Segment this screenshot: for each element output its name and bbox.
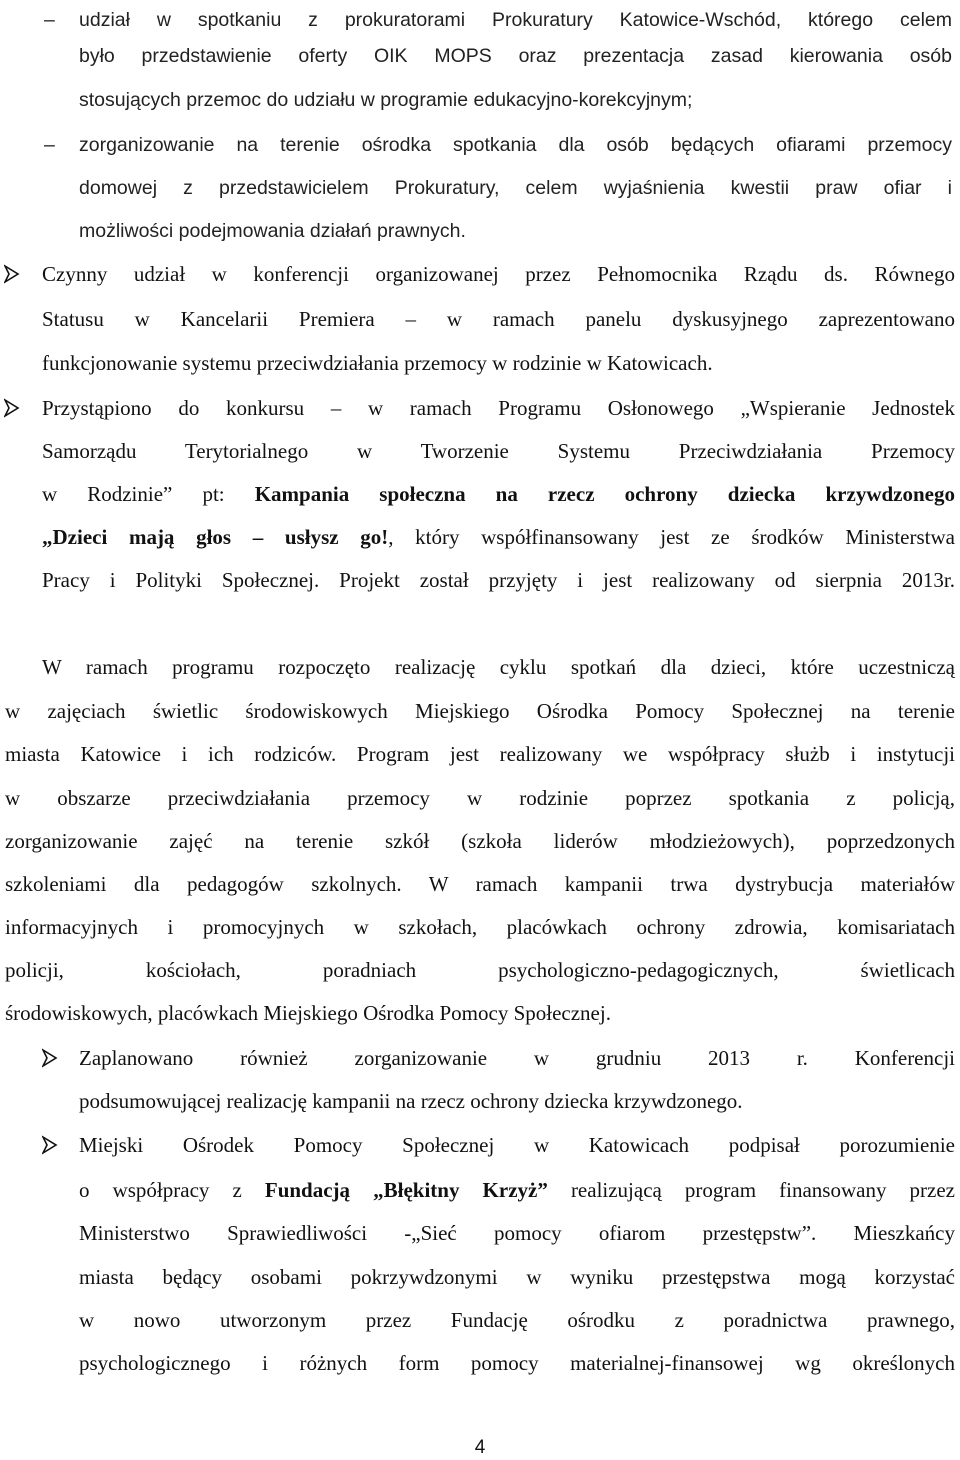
text-line: informacyjnych i promocyjnych w szkołach, placówkach ochrony zdrowia, komisariatach	[5, 915, 955, 939]
text-line: Miejski Ośrodek Pomocy Społecznej w Katowicach podpisał porozumienie	[79, 1133, 955, 1157]
text-line: zorganizowanie zajęć na terenie szkół (szkoła liderów młodzieżowych), poprzedzonych	[5, 829, 955, 853]
arrow-bullet-icon	[42, 1133, 58, 1157]
arrow-bullet-icon	[42, 1046, 58, 1070]
text-line: Ministerstwo Sprawiedliwości -„Sieć pomocy ofiarom przestępstw”. Mieszkańcy	[79, 1221, 955, 1245]
text-line: Zaplanowano również zorganizowanie w grudniu 2013 r. Konferencji	[79, 1046, 955, 1070]
text-line: – udział w spotkaniu z prokuratorami Prokuratury Katowice-Wschód, którego celem	[79, 5, 952, 35]
text-line: było przedstawienie oferty OIK MOPS oraz prezentacja zasad kierowania osób	[79, 45, 952, 67]
text-line: miasta będący osobami pokrzywdzonymi w wyniku przestępstwa mogą korzystać	[79, 1265, 955, 1289]
text-line: psychologicznego i różnych form pomocy materialnej-finansowej wg określonych	[79, 1351, 955, 1375]
arrow-bullet-icon	[4, 262, 20, 286]
campaign-title: Kampania społeczna na rzecz ochrony dziecka krzywdzonego	[254, 482, 955, 506]
text-line: policji, kościołach, poradniach psychologiczno-pedagogicznych, świetlicach	[5, 958, 955, 982]
text-line: – zorganizowanie na terenie ośrodka spotkania dla osób będących ofiarami przemocy	[79, 130, 952, 160]
text-line	[79, 1175, 955, 1205]
text-line: Przystąpiono do konkursu – w ramach Programu Osłonowego „Wspieranie Jednostek	[42, 396, 955, 420]
text-line: szkoleniami dla pedagogów szkolnych. W ramach kampanii trwa dystrybucja materiałów	[5, 872, 955, 896]
text-line: środowiskowych, placówkach Miejskiego Ośrodka Pomocy Społecznej.	[5, 1001, 611, 1025]
text-line: domowej z przedstawicielem Prokuratury, celem wyjaśnienia kwestii praw ofiar i	[79, 177, 952, 199]
text-line: w nowo utworzonym przez Fundację ośrodku z poradnictwa prawnego,	[79, 1308, 955, 1332]
text-line: W ramach programu rozpoczęto realizację cyklu spotkań dla dzieci, które uczestniczą	[42, 655, 955, 679]
page-number: 4	[474, 1437, 486, 1458]
text-line: Samorządu Terytorialnego w Tworzenie Systemu Przeciwdziałania Przemocy	[42, 439, 955, 463]
text-line: Statusu w Kancelarii Premiera – w ramach panelu dyskusyjnego zaprezentowano	[42, 307, 955, 331]
text-segment: o współpracy z	[79, 1178, 265, 1202]
arrow-bullet-icon	[4, 396, 20, 420]
text-segment: w Rodzinie” pt:	[42, 482, 225, 506]
foundation-name: Fundacją „Błękitny Krzyż”	[264, 1178, 548, 1202]
text-line: możliwości podejmowania działań prawnych.	[79, 220, 466, 242]
text-line	[42, 479, 955, 509]
text-segment: , który współfinansowany jest ze środków Ministerstwa	[388, 525, 955, 549]
campaign-slogan: „Dzieci mają głos – usłysz go!	[42, 525, 389, 549]
text-line: Pracy i Polityki Społecznej. Projekt został przyjęty i jest realizowany od sierpnia 2013r.	[42, 568, 955, 592]
text-line: w zajęciach świetlic środowiskowych Miejskiego Ośrodka Pomocy Społecznej na terenie	[5, 699, 955, 723]
text-line: w obszarze przeciwdziałania przemocy w rodzinie poprzez spotkania z policją,	[5, 786, 955, 810]
text-segment: realizującą program finansowany przez	[547, 1178, 955, 1202]
text-line: funkcjonowanie systemu przeciwdziałania przemocy w rodzinie w Katowicach.	[42, 351, 713, 375]
text-line: stosujących przemoc do udziału w programie edukacyjno-korekcyjnym;	[79, 89, 693, 111]
text-line: podsumowującej realizację kampanii na rzecz ochrony dziecka krzywdzonego.	[79, 1089, 743, 1113]
text-line	[42, 522, 955, 552]
dash-marker: –	[44, 134, 55, 156]
text-line: Czynny udział w konferencji organizowanej przez Pełnomocnika Rządu ds. Równego	[42, 262, 955, 286]
dash-marker: –	[44, 9, 55, 31]
text-line: miasta Katowice i ich rodziców. Program jest realizowany we współpracy służb i instytucji	[5, 742, 955, 766]
